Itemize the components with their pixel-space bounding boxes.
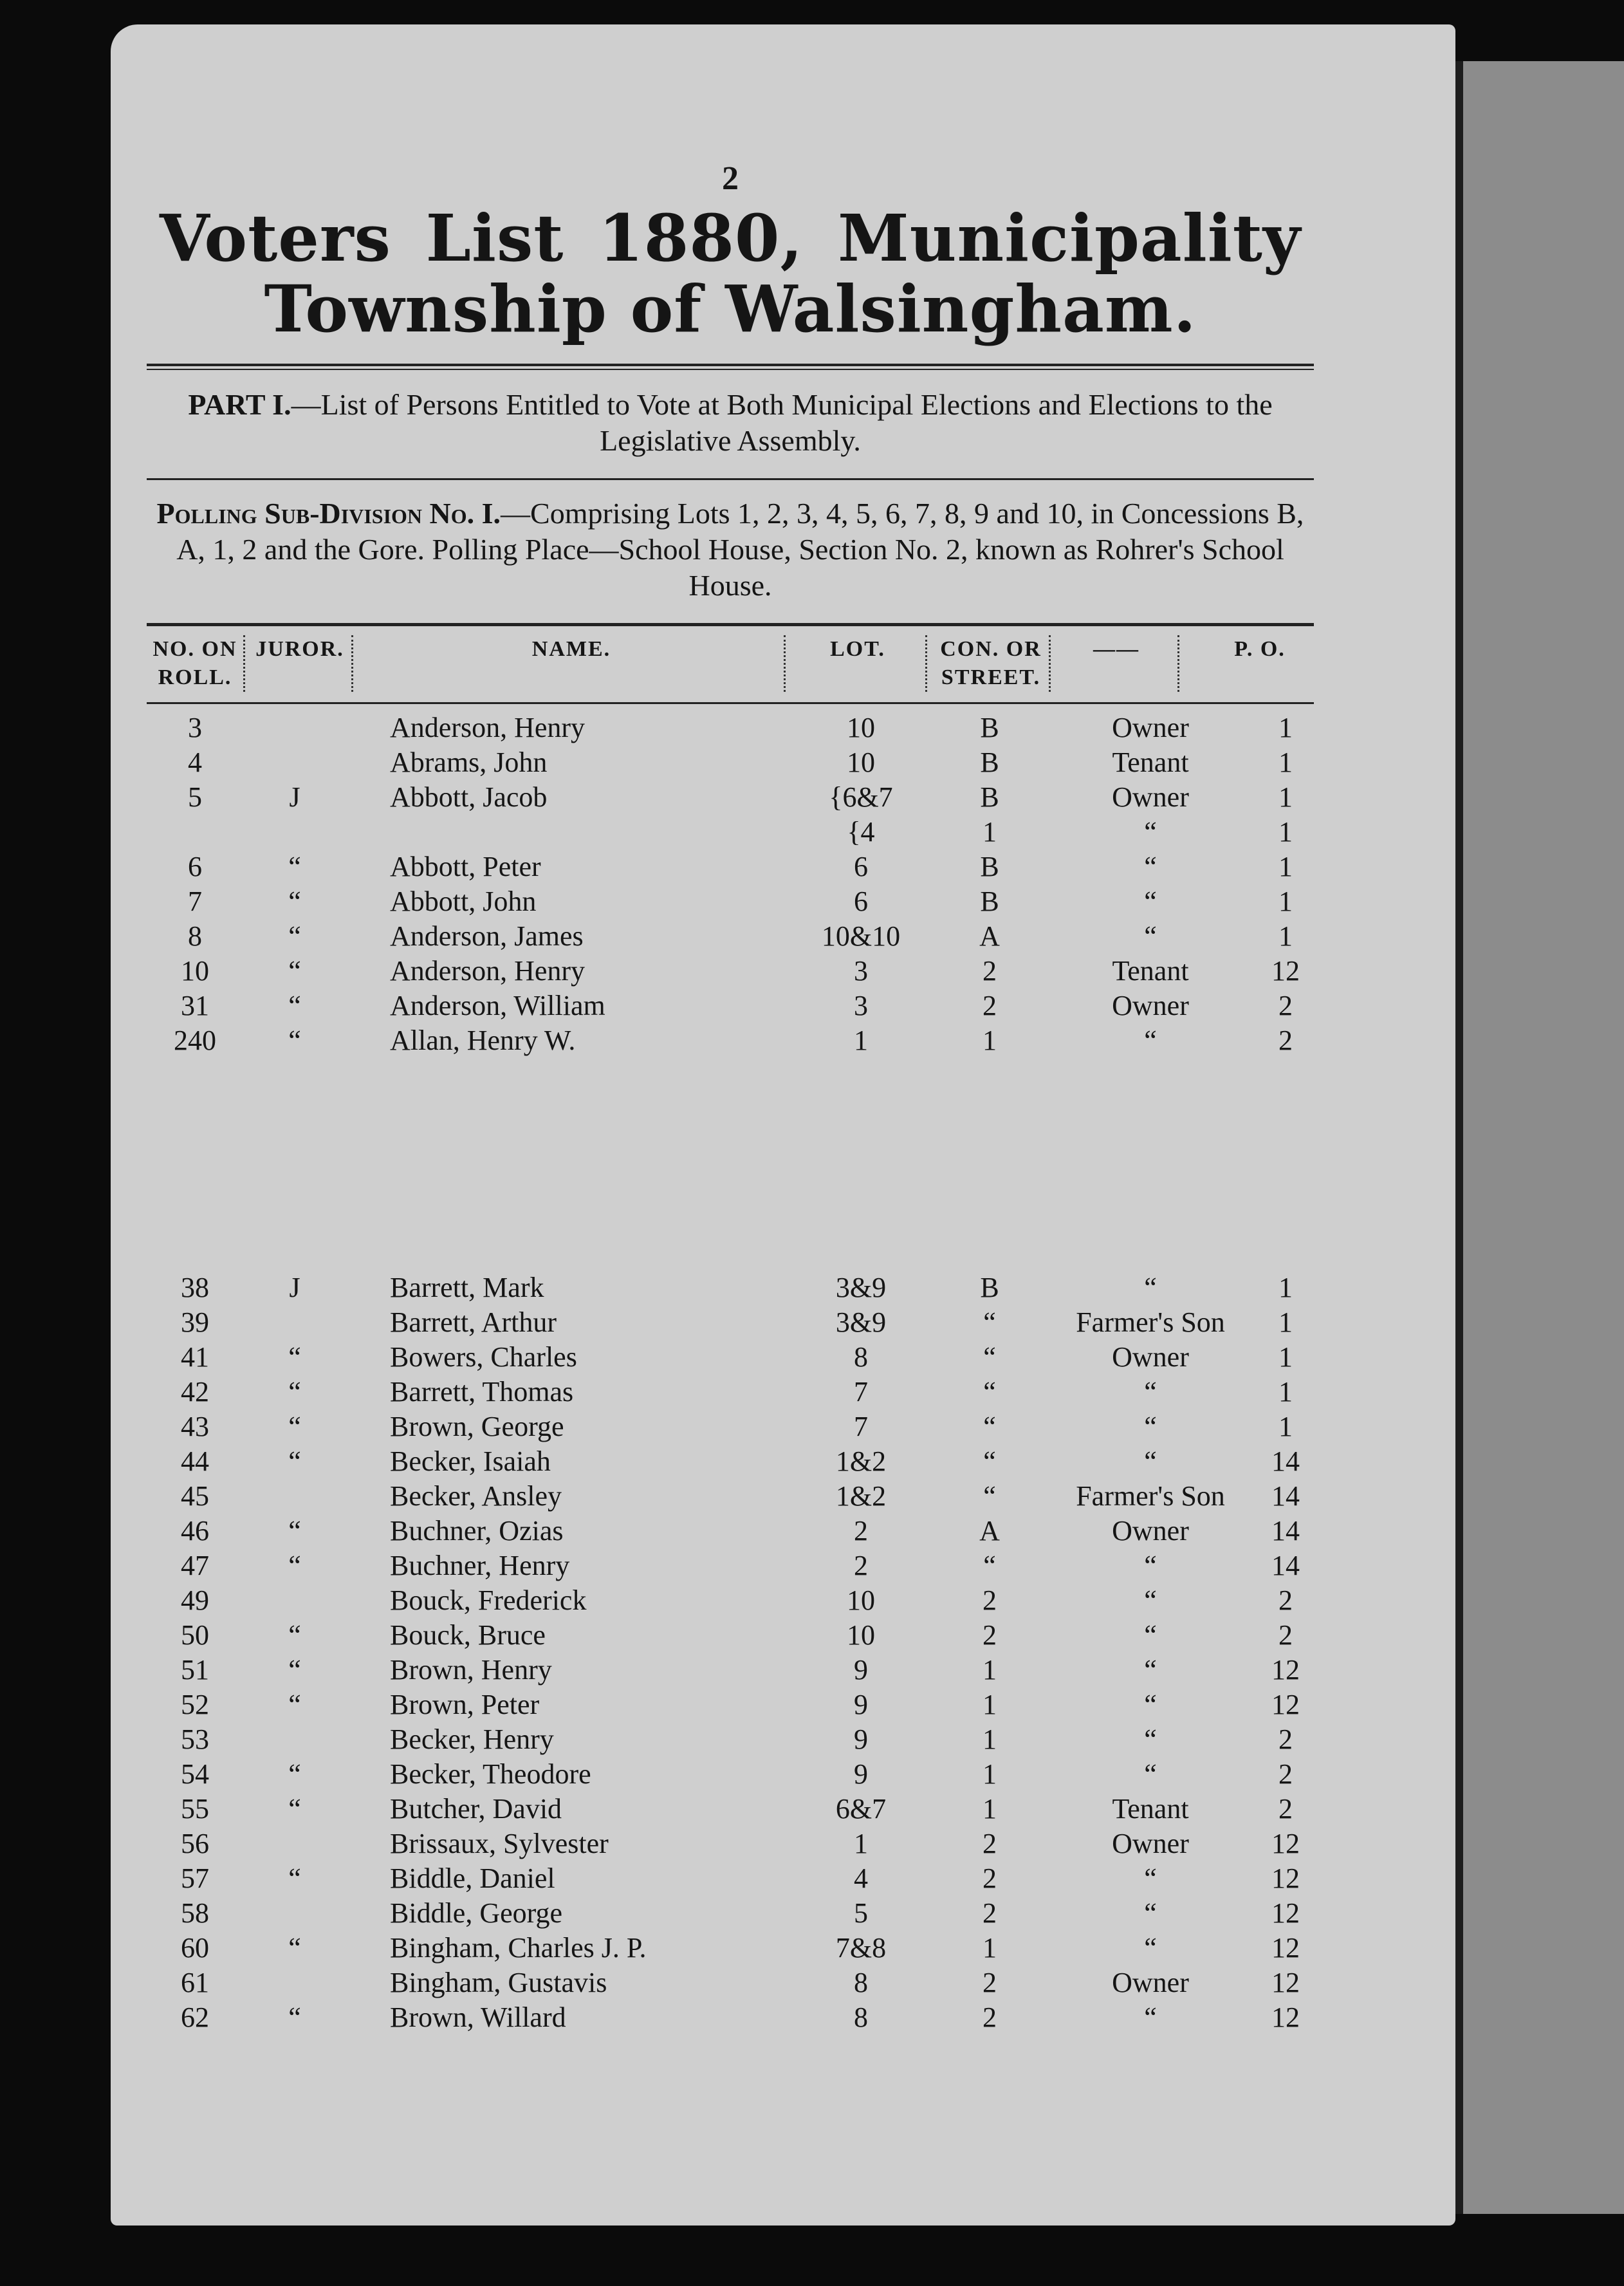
cell-lot: 10&10: [821, 920, 901, 952]
cell-lot: 9: [854, 1654, 868, 1686]
cell-roll-number: 44: [181, 1445, 209, 1477]
cell-juror: “: [288, 1932, 301, 1964]
cell-lot: 10: [847, 747, 875, 778]
cell-concession: B: [980, 712, 999, 743]
cell-status: “: [1144, 886, 1157, 917]
cell-concession: “: [983, 1341, 996, 1373]
blank-space: [147, 1058, 1314, 1270]
cell-name: Biddle, Daniel: [390, 1863, 555, 1894]
cell-roll-number: 45: [181, 1480, 209, 1512]
cell-status: Owner: [1112, 990, 1189, 1021]
cell-lot: 7&8: [835, 1932, 887, 1964]
header-con: CON. OR STREET.: [933, 635, 1051, 692]
cell-concession: B: [980, 886, 999, 917]
cell-status: “: [1144, 1025, 1157, 1056]
cell-roll-number: 54: [181, 1758, 209, 1790]
table-header: [147, 623, 1314, 704]
cell-post-office: 2: [1278, 1793, 1293, 1825]
table-row: [147, 1583, 1314, 1618]
cell-name: Bingham, Gustavis: [390, 1967, 607, 1998]
cell-status: “: [1144, 1863, 1157, 1894]
table-row: [147, 1931, 1314, 1965]
cell-roll-number: 4: [188, 747, 202, 778]
cell-status: Owner: [1112, 1515, 1189, 1547]
cell-post-office: 2: [1278, 1584, 1293, 1616]
cell-status: “: [1144, 1932, 1157, 1964]
table-row: [147, 1896, 1314, 1931]
cell-post-office: 1: [1278, 1411, 1293, 1442]
adjacent-page: [1452, 61, 1624, 2214]
table-row: [147, 1687, 1314, 1722]
cell-status: “: [1144, 1376, 1157, 1408]
header-no: NO. ON ROLL.: [147, 635, 245, 692]
title-line-1: Voters List 1880, Municipality: [160, 200, 1301, 276]
cell-concession: 2: [983, 1897, 997, 1929]
cell-post-office: 1: [1278, 1306, 1293, 1338]
table-row: [147, 780, 1314, 815]
cell-concession: “: [983, 1550, 996, 1581]
cell-juror: “: [288, 1654, 301, 1686]
cell-juror: “: [288, 1689, 301, 1720]
cell-roll-number: 5: [188, 781, 202, 813]
table-row: [147, 1757, 1314, 1792]
cell-lot: 1&2: [835, 1445, 887, 1477]
cell-lot: 9: [854, 1689, 868, 1720]
cell-roll-number: 61: [181, 1967, 209, 1998]
header-status: ——: [1055, 635, 1179, 692]
cell-lot: 6&7: [835, 1793, 887, 1825]
table-row: [147, 711, 1314, 745]
cell-status: “: [1144, 851, 1157, 882]
cell-name: Barrett, Arthur: [390, 1306, 557, 1338]
cell-concession: 1: [983, 1689, 997, 1720]
cell-lot: 4: [854, 1863, 868, 1894]
cell-status: “: [1144, 1584, 1157, 1616]
header-po: P. O.: [1234, 637, 1286, 661]
cell-post-office: 14: [1271, 1515, 1300, 1547]
cell-name: Brissaux, Sylvester: [390, 1828, 609, 1859]
cell-name: Abbott, Jacob: [390, 781, 548, 813]
cell-concession: 1: [983, 816, 997, 848]
cell-status: “: [1144, 816, 1157, 848]
cell-lot: 9: [854, 1724, 868, 1755]
cell-post-office: 14: [1271, 1445, 1300, 1477]
cell-name: Bowers, Charles: [390, 1341, 577, 1373]
table-row: [147, 1514, 1314, 1548]
cell-roll-number: 56: [181, 1828, 209, 1859]
polling-lead: Polling Sub-Division No. I.: [156, 497, 501, 530]
cell-roll-number: 6: [188, 851, 202, 882]
cell-roll-number: 46: [181, 1515, 209, 1547]
cell-post-office: 2: [1278, 1619, 1293, 1651]
cell-lot: {4: [847, 816, 875, 848]
header-name: NAME.: [359, 635, 786, 692]
cell-post-office: 12: [1271, 1828, 1300, 1859]
cell-name: Bingham, Charles J. P.: [390, 1932, 647, 1964]
cell-roll-number: 42: [181, 1376, 209, 1408]
cell-juror: “: [288, 920, 301, 952]
cell-concession: “: [983, 1411, 996, 1442]
cell-name: Abrams, John: [390, 747, 548, 778]
cell-roll-number: 51: [181, 1654, 209, 1686]
cell-name: Allan, Henry W.: [390, 1025, 576, 1056]
cell-juror: “: [288, 1341, 301, 1373]
cell-status: Owner: [1112, 1341, 1189, 1373]
table-row: [147, 1861, 1314, 1896]
cell-juror: “: [288, 851, 301, 882]
cell-post-office: 12: [1271, 1967, 1300, 1998]
cell-roll-number: 60: [181, 1932, 209, 1964]
table-row: [147, 1375, 1314, 1409]
cell-roll-number: 41: [181, 1341, 209, 1373]
cell-lot: 7: [854, 1376, 868, 1408]
cell-status: “: [1144, 1724, 1157, 1755]
header-juror: JUROR.: [248, 635, 353, 692]
cell-name: Brown, Peter: [390, 1689, 540, 1720]
cell-name: Buchner, Henry: [390, 1550, 570, 1581]
cell-post-office: 1: [1278, 781, 1293, 813]
cell-roll-number: 7: [188, 886, 202, 917]
cell-name: Bouck, Frederick: [390, 1584, 587, 1616]
cell-roll-number: 31: [181, 990, 209, 1021]
cell-lot: 2: [854, 1515, 868, 1547]
cell-lot: 10: [847, 712, 875, 743]
cell-lot: 3&9: [835, 1306, 887, 1338]
cell-status: Tenant: [1112, 747, 1189, 778]
cell-post-office: 1: [1278, 920, 1293, 952]
cell-status: “: [1144, 1445, 1157, 1477]
cell-lot: 8: [854, 2002, 868, 2033]
cell-name: Anderson, Henry: [390, 712, 586, 743]
cell-lot: 3: [854, 990, 868, 1021]
polling-description: —Comprising Lots 1, 2, 3, 4, 5, 6, 7, 8, 9 and 10, in Concessions B, A, 1, 2 and the Gore. Polling Place—School House, Section No. 2, known as Rohrer's School House.: [176, 497, 1304, 602]
cell-name: Barrett, Mark: [390, 1272, 544, 1303]
cell-post-office: 2: [1278, 1758, 1293, 1790]
cell-juror: “: [288, 1793, 301, 1825]
cell-concession: “: [983, 1376, 996, 1408]
part-rule: [147, 478, 1314, 480]
part-heading: [147, 387, 1314, 459]
cell-post-office: 14: [1271, 1550, 1300, 1581]
cell-name: Brown, Willard: [390, 2002, 566, 2033]
table-row: [147, 1305, 1314, 1340]
document-page: [111, 24, 1455, 2226]
cell-roll-number: 39: [181, 1306, 209, 1338]
table-row: [147, 1444, 1314, 1479]
table-row: [147, 1409, 1314, 1444]
cell-juror: “: [288, 990, 301, 1021]
cell-concession: “: [983, 1306, 996, 1338]
cell-concession: “: [983, 1480, 996, 1512]
cell-status: “: [1144, 1411, 1157, 1442]
cell-roll-number: 53: [181, 1724, 209, 1755]
cell-post-office: 1: [1278, 816, 1293, 848]
table-row: [147, 1548, 1314, 1583]
cell-name: Abbott, John: [390, 886, 537, 917]
cell-post-office: 1: [1278, 747, 1293, 778]
cell-juror: J: [289, 1272, 300, 1303]
polling-heading: [147, 496, 1314, 604]
cell-roll-number: 43: [181, 1411, 209, 1442]
cell-roll-number: 49: [181, 1584, 209, 1616]
cell-concession: B: [980, 781, 999, 813]
cell-post-office: 1: [1278, 1376, 1293, 1408]
table-row: [147, 884, 1314, 919]
cell-lot: 1&2: [835, 1480, 887, 1512]
cell-name: Brown, George: [390, 1411, 564, 1442]
cell-juror: “: [288, 955, 301, 987]
cell-juror: “: [288, 1025, 301, 1056]
cell-name: Anderson, James: [390, 920, 584, 952]
cell-status: “: [1144, 1689, 1157, 1720]
cell-name: Becker, Henry: [390, 1724, 554, 1755]
cell-post-office: 2: [1278, 1724, 1293, 1755]
cell-lot: 10: [847, 1584, 875, 1616]
cell-post-office: 1: [1278, 1272, 1293, 1303]
cell-concession: 2: [983, 1863, 997, 1894]
cell-lot: 3: [854, 955, 868, 987]
cell-name: Butcher, David: [390, 1793, 562, 1825]
cell-roll-number: 52: [181, 1689, 209, 1720]
cell-post-office: 12: [1271, 1897, 1300, 1929]
cell-concession: 2: [983, 990, 997, 1021]
cell-status: Owner: [1112, 781, 1189, 813]
cell-name: Brown, Henry: [390, 1654, 552, 1686]
table-row: [147, 850, 1314, 884]
cell-name: Buchner, Ozias: [390, 1515, 564, 1547]
cell-concession: A: [979, 920, 1000, 952]
cell-juror: “: [288, 1445, 301, 1477]
cell-concession: 2: [983, 1619, 997, 1651]
cell-lot: 5: [854, 1897, 868, 1929]
cell-roll-number: 10: [181, 955, 209, 987]
cell-juror: “: [288, 1411, 301, 1442]
cell-concession: 2: [983, 955, 997, 987]
title-line-2: Township of Walsingham.: [264, 271, 1197, 347]
cell-concession: 2: [983, 2002, 997, 2033]
cell-post-office: 1: [1278, 886, 1293, 917]
cell-name: Bouck, Bruce: [390, 1619, 546, 1651]
cell-status: Farmer's Son: [1076, 1306, 1225, 1338]
table-row: [147, 1965, 1314, 2000]
header-lot: LOT.: [790, 635, 927, 692]
page-number: 2: [722, 160, 739, 197]
cell-lot: 2: [854, 1550, 868, 1581]
cell-status: Farmer's Son: [1076, 1480, 1225, 1512]
cell-name: Anderson, William: [390, 990, 605, 1021]
cell-name: Barrett, Thomas: [390, 1376, 574, 1408]
cell-post-office: 2: [1278, 990, 1293, 1021]
cell-concession: 1: [983, 1932, 997, 1964]
cell-status: “: [1144, 1272, 1157, 1303]
cell-concession: 1: [983, 1793, 997, 1825]
cell-concession: 1: [983, 1758, 997, 1790]
table-row: [147, 1826, 1314, 1861]
cell-concession: B: [980, 1272, 999, 1303]
cell-lot: 1: [854, 1828, 868, 1859]
cell-lot: {6&7: [829, 781, 893, 813]
cell-post-office: 1: [1278, 851, 1293, 882]
cell-post-office: 12: [1271, 1654, 1300, 1686]
cell-roll-number: 55: [181, 1793, 209, 1825]
cell-concession: 1: [983, 1724, 997, 1755]
cell-lot: 9: [854, 1758, 868, 1790]
cell-lot: 6: [854, 886, 868, 917]
table-row: [147, 1479, 1314, 1514]
cell-status: “: [1144, 1758, 1157, 1790]
cell-concession: A: [979, 1515, 1000, 1547]
cell-name: Biddle, George: [390, 1897, 563, 1929]
cell-roll-number: 57: [181, 1863, 209, 1894]
cell-name: Abbott, Peter: [390, 851, 541, 882]
cell-post-office: 12: [1271, 1689, 1300, 1720]
cell-roll-number: 62: [181, 2002, 209, 2033]
cell-concession: B: [980, 851, 999, 882]
cell-name: Becker, Ansley: [390, 1480, 562, 1512]
table-row: [147, 1618, 1314, 1653]
cell-name: Becker, Isaiah: [390, 1445, 551, 1477]
cell-roll-number: 50: [181, 1619, 209, 1651]
cell-post-office: 2: [1278, 1025, 1293, 1056]
cell-post-office: 12: [1271, 1932, 1300, 1964]
cell-juror: “: [288, 1863, 301, 1894]
cell-post-office: 12: [1271, 1863, 1300, 1894]
cell-status: “: [1144, 1550, 1157, 1581]
cell-name: Anderson, Henry: [390, 955, 586, 987]
table-row: [147, 989, 1314, 1023]
table-row: [147, 1653, 1314, 1687]
cell-lot: 6: [854, 851, 868, 882]
cell-status: Owner: [1112, 1828, 1189, 1859]
cell-post-office: 1: [1278, 712, 1293, 743]
cell-status: Tenant: [1112, 955, 1189, 987]
cell-juror: “: [288, 1550, 301, 1581]
table-row: [147, 815, 1314, 850]
page-content: [147, 160, 1314, 2035]
cell-juror: “: [288, 1619, 301, 1651]
cell-lot: 1: [854, 1025, 868, 1056]
voter-rows: [147, 711, 1314, 2035]
cell-status: “: [1144, 1654, 1157, 1686]
cell-post-office: 14: [1271, 1480, 1300, 1512]
cell-juror: “: [288, 886, 301, 917]
cell-roll-number: 47: [181, 1550, 209, 1581]
cell-concession: B: [980, 747, 999, 778]
table-row: [147, 919, 1314, 954]
cell-status: “: [1144, 1897, 1157, 1929]
cell-lot: 10: [847, 1619, 875, 1651]
cell-concession: 2: [983, 1967, 997, 1998]
cell-post-office: 12: [1271, 955, 1300, 987]
cell-lot: 7: [854, 1411, 868, 1442]
part-description: —List of Persons Entitled to Vote at Both Municipal Elections and Elections to the Legislative Assembly.: [291, 388, 1273, 457]
cell-juror: “: [288, 1758, 301, 1790]
part-lead: PART I.: [188, 388, 291, 421]
cell-status: “: [1144, 2002, 1157, 2033]
cell-status: Owner: [1112, 1967, 1189, 1998]
cell-roll-number: 3: [188, 712, 202, 743]
cell-status: Owner: [1112, 712, 1189, 743]
table-row: [147, 1270, 1314, 1305]
cell-concession: “: [983, 1445, 996, 1477]
cell-concession: 2: [983, 1828, 997, 1859]
title-rule: [147, 364, 1314, 370]
cell-post-office: 1: [1278, 1341, 1293, 1373]
cell-juror: J: [289, 781, 300, 813]
cell-lot: 3&9: [835, 1272, 887, 1303]
cell-name: Becker, Theodore: [390, 1758, 591, 1790]
cell-post-office: 12: [1271, 2002, 1300, 2033]
table-row: [147, 1722, 1314, 1757]
cell-roll-number: 58: [181, 1897, 209, 1929]
cell-status: “: [1144, 1619, 1157, 1651]
cell-roll-number: 38: [181, 1272, 209, 1303]
cell-concession: 1: [983, 1025, 997, 1056]
table-row: [147, 1023, 1314, 1058]
cell-juror: “: [288, 2002, 301, 2033]
cell-juror: “: [288, 1515, 301, 1547]
cell-status: “: [1144, 920, 1157, 952]
table-row: [147, 2000, 1314, 2035]
cell-status: Tenant: [1112, 1793, 1189, 1825]
cell-lot: 8: [854, 1341, 868, 1373]
cell-concession: 1: [983, 1654, 997, 1686]
cell-juror: “: [288, 1376, 301, 1408]
cell-lot: 8: [854, 1967, 868, 1998]
cell-concession: 2: [983, 1584, 997, 1616]
cell-roll-number: 8: [188, 920, 202, 952]
table-row: [147, 1340, 1314, 1375]
table-row: [147, 954, 1314, 989]
cell-roll-number: 240: [174, 1025, 216, 1056]
table-row: [147, 745, 1314, 780]
table-row: [147, 1792, 1314, 1826]
